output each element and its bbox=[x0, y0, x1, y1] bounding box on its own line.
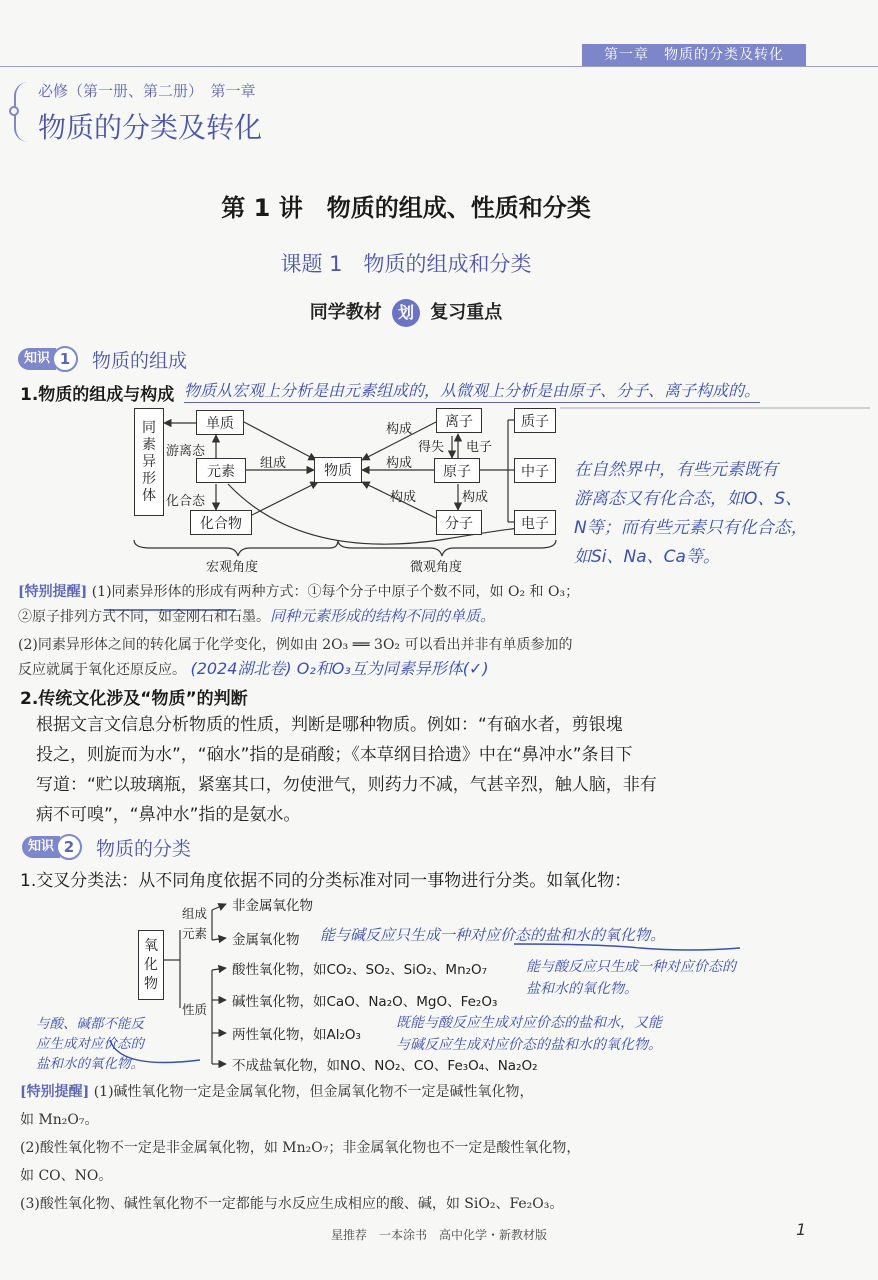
knowledge-title: 物质的组成 bbox=[92, 349, 188, 372]
acidic-note bbox=[526, 956, 736, 1000]
lecture-title: 第 1 讲 物质的组成、性质和分类 bbox=[221, 194, 591, 222]
amphoteric-note-line: 既能与酸反应生成对应价态的盐和水，又能 bbox=[396, 1015, 662, 1031]
combined-state-label: 化合态 bbox=[166, 494, 206, 509]
amphoteric-oxide: 两性氧化物，如Al₂O₃ bbox=[232, 1027, 361, 1043]
allotrope-char: 素 bbox=[142, 436, 156, 453]
compound-box: 化合物 bbox=[190, 510, 252, 535]
k1-heading-note: 物质从宏观上分析是由元素组成的，从微观上分析是由原子、分子、离子构成的。 bbox=[184, 378, 760, 403]
gain-lose-label: 得失 bbox=[418, 440, 445, 455]
left-note bbox=[36, 1014, 144, 1074]
acidic-note-line: 能与酸反应只生成一种对应价态的 bbox=[526, 959, 736, 975]
by-property-label: 性质 bbox=[182, 1002, 208, 1017]
allotrope-char: 异 bbox=[142, 453, 156, 470]
allotrope-box bbox=[134, 408, 164, 516]
k2-heading: 1.交叉分类法：从不同角度依据不同的分类标准对同一事物进行分类。如氧化物： bbox=[20, 871, 632, 891]
tip-label: [特别提醒] bbox=[18, 584, 88, 600]
tip-line: (2)酸性氧化物不一定是非金属氧化物，如 Mn₂O₇；非金属氧化物也不一定是酸性氧化物， bbox=[20, 1140, 581, 1156]
tip2-line2: 反应就属于氧化还原反应。 bbox=[18, 662, 186, 678]
tip2-line1: (2)同素异形体之间的转化属于化学变化，例如由 2O₃ ══ 3O₂ 可以看出并非有单质参加的 bbox=[18, 637, 573, 653]
k1-side-note bbox=[574, 456, 808, 572]
atom-box: 原子 bbox=[434, 458, 480, 483]
book-title: 物质的分类及转化 bbox=[38, 111, 263, 144]
k1-paragraph bbox=[36, 710, 676, 830]
para-line: 投之，则旋而为水”，“硇水”指的是硝酸；《本草纲目拾遗》中在“鼻冲水”条目下 bbox=[36, 745, 633, 765]
electron-label: 电子 bbox=[466, 440, 493, 455]
allotrope-char: 体 bbox=[142, 487, 156, 504]
k1-heading: 1.物质的组成与构成 bbox=[20, 385, 175, 405]
tip-label: [特别提醒] bbox=[20, 1084, 90, 1100]
oxide-char: 化 bbox=[144, 956, 158, 973]
side-note-line: 如Si、Na、Ca等。 bbox=[574, 547, 720, 567]
series-line: 必修（第一册、第二册） 第一章 bbox=[38, 82, 256, 100]
element-box: 元素 bbox=[196, 458, 246, 483]
left-note-line: 与酸、碱都不能反 bbox=[36, 1016, 144, 1032]
tip1-line1: (1)同素异形体的形成有两种方式：①每个分子中原子个数不同，如 O₂ 和 O₃； bbox=[91, 584, 580, 600]
chapter-tab: 第一章 物质的分类及转化 bbox=[582, 44, 806, 66]
by-element-label-b: 元素 bbox=[182, 926, 208, 941]
para-line: 病不可嗅”，“鼻冲水”指的是氨水。 bbox=[36, 805, 301, 825]
molecule-box: 分子 bbox=[436, 510, 482, 535]
substance-box: 物质 bbox=[314, 457, 362, 483]
side-note-line: 游离态又有化合态，如O、S、 bbox=[574, 489, 803, 509]
left-note-line: 应生成对应价态的 bbox=[36, 1036, 144, 1052]
tip-line: (3)酸性氧化物、碱性氧化物不一定都能与水反应生成相应的酸、碱，如 SiO₂、Fe₂O₃。 bbox=[20, 1196, 564, 1212]
neutron-box: 中子 bbox=[514, 458, 556, 483]
metal-oxide: 金属氧化物 bbox=[232, 932, 300, 948]
side-note-line: N等；而有些元素只有化合态， bbox=[574, 518, 808, 538]
amphoteric-note-line: 与碱反应生成对应价态的盐和水的氧化物。 bbox=[396, 1037, 662, 1053]
allotrope-char: 同 bbox=[142, 419, 156, 436]
ion-box: 离子 bbox=[436, 408, 482, 433]
page-number: 1 bbox=[796, 1220, 807, 1239]
tip1-line2: ②原子排列方式不同，如金刚石和石墨。 bbox=[18, 609, 270, 625]
banner-left: 同学教材 bbox=[309, 302, 382, 323]
compose-label: 组成 bbox=[260, 456, 287, 471]
knowledge-pill: 知识 bbox=[22, 836, 60, 858]
micro-label: 微观角度 bbox=[410, 560, 463, 575]
oxide-char: 物 bbox=[144, 975, 158, 992]
tip-line: (1)碱性氧化物一定是金属氧化物，但金属氧化物不一定是碱性氧化物， bbox=[93, 1084, 534, 1100]
side-note-line: 在自然界中，有些元素既有 bbox=[574, 460, 778, 480]
acidic-oxide: 酸性氧化物，如CO₂、SO₂、SiO₂、Mn₂O₇ bbox=[232, 962, 488, 978]
k1-tips bbox=[18, 580, 668, 682]
proton-box: 质子 bbox=[514, 408, 556, 433]
oxide-char: 氧 bbox=[144, 937, 158, 954]
constitute-mid-label: 构成 bbox=[386, 456, 413, 471]
tip2-hand: (2024湖北卷) O₂和O₃互为同素异形体(✓) bbox=[190, 659, 489, 678]
left-note-line: 盐和水的氧化物。 bbox=[36, 1056, 144, 1072]
banner-badge: 划 bbox=[392, 299, 420, 327]
constitute-bottom-label: 构成 bbox=[390, 490, 417, 505]
knowledge-2-header bbox=[22, 834, 191, 860]
allotrope-char: 形 bbox=[142, 470, 156, 487]
tip-line: 如 Mn₂O₇。 bbox=[20, 1112, 99, 1128]
para-line: 根据文言文信息分析物质的性质，判断是哪种物质。例如：“有硇水者，剪银塊 bbox=[36, 715, 623, 735]
macro-label: 宏观角度 bbox=[206, 560, 259, 575]
non-salt-oxide: 不成盐氧化物，如NO、NO₂、CO、Fe₃O₄、Na₂O₂ bbox=[232, 1058, 538, 1074]
constitute-right-label: 构成 bbox=[462, 490, 489, 505]
free-state-label: 游离态 bbox=[166, 444, 206, 459]
nonmetal-oxide: 非金属氧化物 bbox=[232, 898, 313, 914]
metal-oxide-note: 能与碱反应只生成一种对应价态的盐和水的氧化物。 bbox=[320, 926, 666, 944]
tip-line: 如 CO、NO。 bbox=[20, 1168, 113, 1184]
basic-oxide: 碱性氧化物，如CaO、Na₂O、MgO、Fe₂O₃ bbox=[232, 994, 498, 1010]
topic-title: 课题 1 物质的组成和分类 bbox=[280, 252, 532, 276]
knowledge-number: 1 bbox=[52, 346, 78, 372]
banner-right: 复习重点 bbox=[430, 302, 503, 323]
oxide-box bbox=[138, 930, 164, 1000]
constitute-top-label: 构成 bbox=[386, 422, 413, 437]
simple-substance-box: 单质 bbox=[196, 410, 244, 435]
footer: 星推荐 一本涂书 高中化学・新教材版 bbox=[330, 1228, 547, 1242]
tip1-hand: 同种元素形成的结构不同的单质。 bbox=[270, 607, 496, 625]
acidic-note-line: 盐和水的氧化物。 bbox=[526, 981, 638, 997]
para-line: 写道：“贮以玻璃瓶，紧塞其口，勿使泄气，则药力不减，气甚辛烈，触人脑，非有 bbox=[36, 775, 657, 795]
knowledge-number: 2 bbox=[56, 834, 82, 860]
knowledge-title: 物质的分类 bbox=[96, 837, 192, 860]
k2-tips bbox=[20, 1078, 700, 1218]
knowledge-pill: 知识 bbox=[18, 348, 56, 370]
k1-heading2: 2.传统文化涉及“物质”的判断 bbox=[20, 689, 248, 709]
by-element-label-a: 组成 bbox=[182, 906, 208, 921]
amphoteric-note bbox=[396, 1012, 662, 1056]
electron-box: 电子 bbox=[514, 510, 556, 535]
